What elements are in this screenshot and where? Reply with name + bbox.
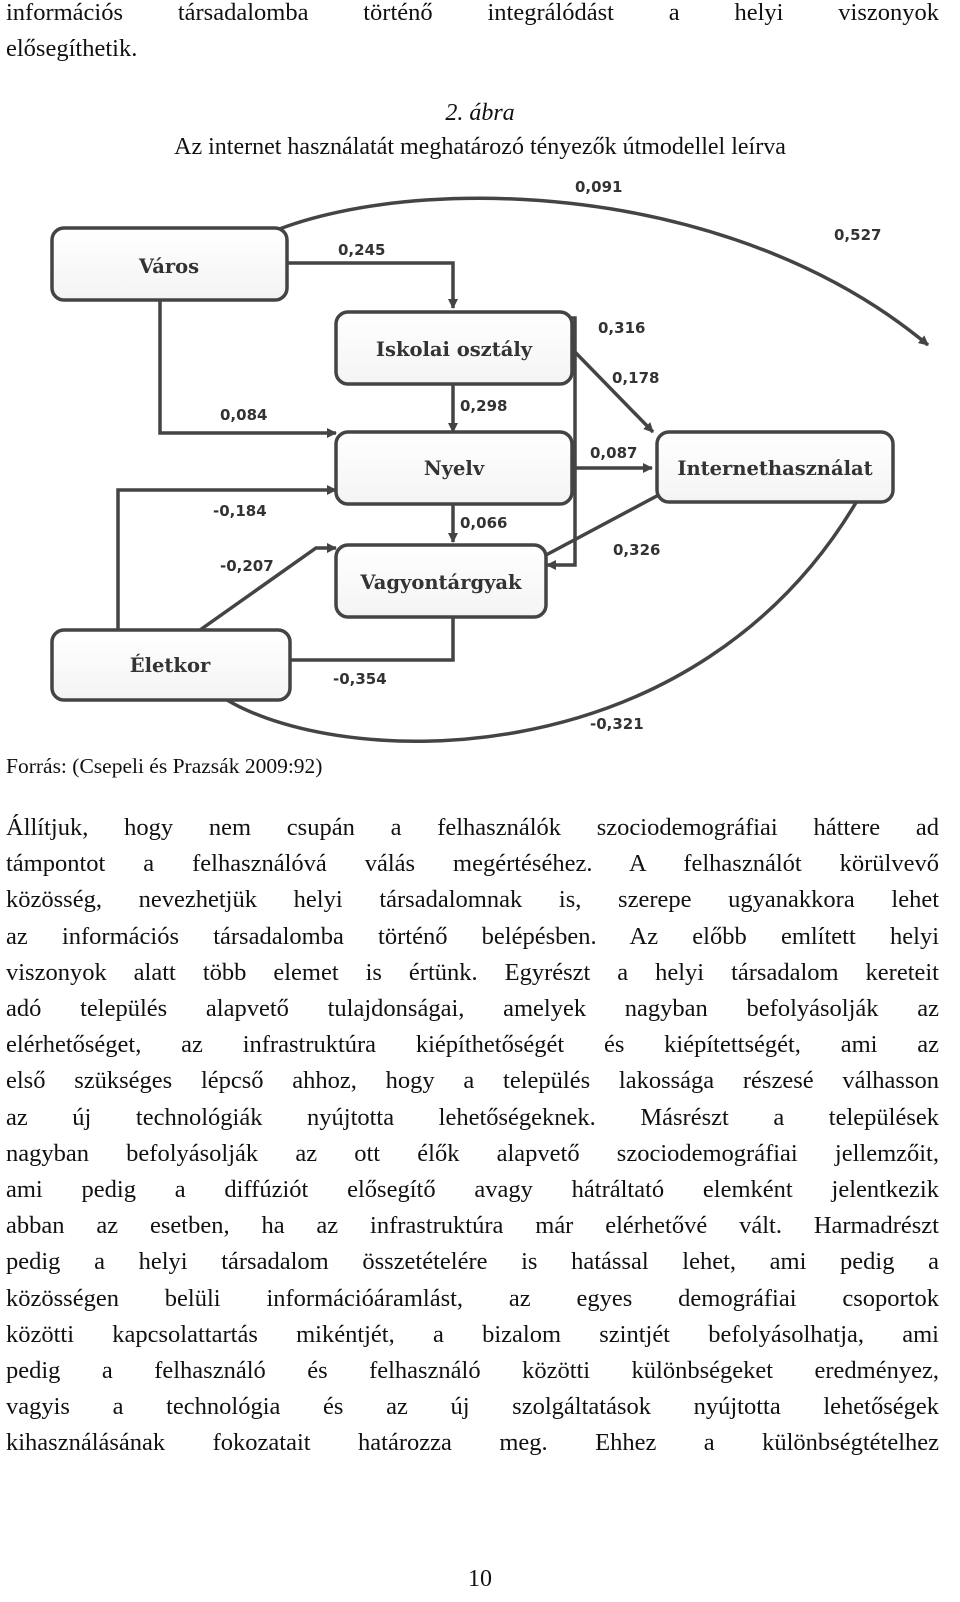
node-iskolai-label: Iskolai osztály — [375, 338, 533, 361]
node-vagyon-label: Vagyontárgyak — [360, 571, 522, 594]
coef-label: -0,184 — [213, 502, 267, 520]
body-line: pedig a helyi társadalom összetételére is hatással lehet, ami pedig a — [6, 1248, 939, 1276]
coef-label: 0,298 — [460, 397, 508, 415]
intro-paragraph — [6, 0, 939, 67]
body-line: nagyban befolyásolják az ott élők alapvető szociodemográfiai jellemzőit, — [6, 1139, 939, 1167]
arrow-vagyon-eletkor — [290, 617, 453, 660]
coef-label: 0,316 — [598, 319, 646, 337]
node-varos — [52, 228, 287, 300]
coef-label: -0,354 — [333, 670, 387, 688]
node-varos-label: Város — [138, 255, 200, 278]
body-line: támpontot a felhasználóvá válás megértéséhez. A felhasználót körülvevő — [6, 850, 939, 878]
body-line: közösség, nevezhetjük helyi társadalomnak is, szerepe ugyanakkora lehet — [6, 886, 939, 914]
coef-label: -0,207 — [220, 557, 274, 575]
node-internet — [657, 432, 893, 502]
path-model-diagram — [0, 170, 960, 750]
node-nyelv — [336, 432, 572, 504]
coef-label: 0,326 — [613, 541, 661, 559]
node-eletkor — [52, 630, 290, 700]
body-line: közötti kapcsolattartás mikéntjét, a bizalom szintjét befolyásolhatja, ami — [6, 1320, 939, 1348]
node-internet-label: Internethasználat — [677, 457, 873, 480]
node-vagyon — [336, 545, 546, 617]
figure-title: Az internet használatát meghatározó tényezők útmodellel leírva — [174, 134, 786, 160]
node-nyelv-label: Nyelv — [423, 457, 485, 480]
arrow-iskolai-internet — [573, 350, 653, 432]
node-iskolai — [336, 312, 572, 384]
figure-source: Forrás: (Csepeli és Prazsák 2009:92) — [6, 754, 323, 778]
body-line: abban az esetben, ha az infrastruktúra már elérhetővé vált. Harmadrészt — [6, 1212, 939, 1240]
body-paragraph — [6, 810, 939, 1462]
node-eletkor-label: Életkor — [129, 654, 211, 677]
coef-label: 0,066 — [460, 514, 508, 532]
coef-label: 0,527 — [834, 226, 882, 244]
intro-line: információs társadalomba történő integrálódást a helyi viszonyok — [6, 0, 939, 26]
body-line: az új technológiák nyújtotta lehetőségeknek. Másrészt a települések — [6, 1103, 939, 1131]
coef-label: 0,245 — [338, 241, 386, 259]
coef-label: 0,084 — [220, 406, 268, 424]
body-line: az információs társadalomba történő belépésben. Az előbb említett helyi — [6, 922, 939, 950]
body-line: elérhetőséget, az infrastruktúra kiépíthetőségét és kiépítettségét, ami az — [6, 1031, 939, 1059]
body-line: adó település alapvető tulajdonságai, amelyek nagyban befolyásolják az — [6, 995, 939, 1023]
body-line: ami pedig a diffúziót elősegítő avagy hátráltató elemként jelentkezik — [6, 1176, 939, 1204]
body-line: vagyis a technológia és az új szolgáltatások nyújtotta lehetőségek — [6, 1393, 939, 1421]
arrow-varos-iskolai — [287, 263, 453, 308]
coef-label: 0,087 — [590, 444, 638, 462]
intro-line: elősegíthetik. — [6, 35, 138, 63]
body-line: Állítjuk, hogy nem csupán a felhasználók szociodemográfiai háttere ad — [6, 814, 939, 841]
coef-label: -0,321 — [590, 715, 644, 733]
coef-label: 0,178 — [612, 369, 660, 387]
body-line: közösségen belüli információáramlást, az egyes demográfiai csoportok — [6, 1284, 939, 1312]
page-number: 10 — [468, 1566, 492, 1592]
coef-label: 0,091 — [575, 178, 623, 196]
body-line: viszonyok alatt több elemet is értünk. Egyrészt a helyi társadalom kereteit — [6, 958, 939, 986]
body-line: első szükséges lépcső ahhoz, hogy a település lakossága részesé válhasson — [6, 1067, 939, 1095]
body-line: pedig a felhasználó és felhasználó közötti különbségeket eredményez, — [6, 1357, 939, 1385]
figure-number: 2. ábra — [445, 100, 515, 126]
body-line: kihasználásának fokozatait határozza meg. Ehhez a különbségtételhez — [6, 1429, 939, 1457]
